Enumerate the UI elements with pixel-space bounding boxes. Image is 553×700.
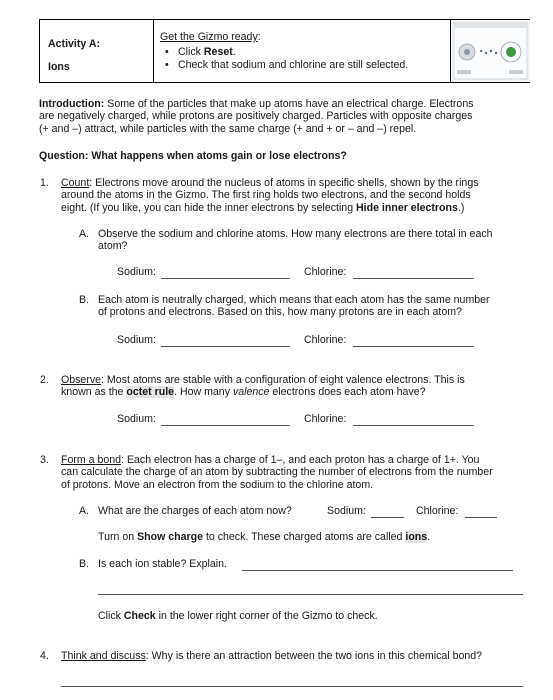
activity-header-table — [39, 19, 530, 83]
q1b-letter: B. — [79, 294, 90, 306]
activity-topic: Ions — [48, 61, 70, 73]
q2-text: Observe: Most atoms are stable with a configuration of eight valence electrons. This is known as the octet rule. How many valence electrons does each atom have? — [61, 374, 465, 399]
q3b-answer-line-2[interactable] — [98, 594, 523, 595]
q3-turn-on-instruction: Turn on Show charge to check. These charged atoms are called ions. — [98, 531, 431, 543]
q3b-answer-line-1[interactable] — [242, 570, 513, 571]
gizmo-screenshot-icon — [451, 20, 530, 82]
q4-text: Think and discuss: Why is there an attraction between the two ions in this chemical bond? — [61, 650, 483, 662]
q3a-letter: A. — [79, 505, 90, 517]
q1b-chlorine-label: Chlorine: — [304, 334, 347, 346]
q3a-chlorine-answer-line[interactable] — [465, 517, 497, 518]
q1a-chlorine-label: Chlorine: — [304, 266, 347, 278]
octet-rule-term: octet rule — [126, 386, 175, 399]
q1-text: Count: Electrons move around the nucleus of atoms in specific shells, shown by the rings around the atoms in the Gizmo. The first ring holds two electrons, and the second holds eight. (If you like, you can hide the inner electrons by selecting Hide inner electrons.) — [61, 177, 479, 214]
q1-number: 1. — [40, 177, 49, 189]
q1b-sodium-label: Sodium: — [117, 334, 156, 346]
q2-title: Observe — [61, 374, 102, 386]
q3a-sodium-answer-line[interactable] — [371, 517, 404, 518]
q1a-chlorine-answer-line[interactable] — [353, 278, 474, 279]
q1a-sodium-answer-line[interactable] — [161, 278, 290, 279]
q1b-text: Each atom is neutrally charged, which means that each atom has the same number of protons and electrons. Based on this, how many protons are in each atom? — [98, 294, 490, 319]
q1a-text: Observe the sodium and chlorine atoms. How many electrons are there total in each atom? — [98, 228, 493, 253]
q3b-letter: B. — [79, 558, 90, 570]
question-heading: Question: What happens when atoms gain or lose electrons? — [39, 150, 347, 162]
q3a-chlorine-label: Chlorine: — [416, 505, 459, 517]
q3-text: Form a bond: Each electron has a charge of 1–, and each proton has a charge of 1+. You can calculate the charge of an atom by subtracting the number of electrons from the number of protons. Move an electron from the sodium to the chlorine atom. — [61, 454, 493, 491]
gizmo-thumbnail — [450, 20, 530, 82]
gizmo-ready-cell: Get the Gizmo ready: • Click Reset. • Check that sodium and chlorine are still selected. — [160, 31, 408, 72]
q4-number: 4. — [40, 650, 49, 662]
q3-title: Form a bond — [61, 454, 122, 466]
introduction: Introduction: Some of the particles that make up atoms have an electrical charge. Electrons are negatively charged, while protons are positively charged. Particles with opposite charges (+ and –) attract, while particles with the same charge (+ and + or – and –) repel. — [39, 98, 474, 135]
q4-answer-line[interactable] — [61, 686, 523, 687]
q1a-letter: A. — [79, 228, 90, 240]
q3-number: 3. — [40, 454, 49, 466]
q2-sodium-label: Sodium: — [117, 413, 156, 425]
activity-cell — [40, 20, 154, 82]
activity-label: Activity A: — [48, 38, 100, 50]
q2-chlorine-label: Chlorine: — [304, 413, 347, 425]
ions-term: ions — [405, 531, 428, 543]
q2-number: 2. — [40, 374, 49, 386]
intro-label: Introduction: — [39, 98, 105, 110]
bullet-check-selected: • Check that sodium and chlorine are still selected. — [160, 59, 408, 72]
q3a-text: What are the charges of each atom now? — [98, 505, 292, 517]
q2-chlorine-answer-line[interactable] — [353, 425, 474, 426]
q2-sodium-answer-line[interactable] — [161, 425, 290, 426]
q1b-chlorine-answer-line[interactable] — [353, 346, 474, 347]
q1a-sodium-label: Sodium: — [117, 266, 156, 278]
q3a-sodium-label: Sodium: — [327, 505, 366, 517]
q4-title: Think and discuss — [61, 650, 146, 662]
q3-click-check-instruction: Click Check in the lower right corner of the Gizmo to check. — [98, 610, 378, 622]
q3b-text: Is each ion stable? Explain. — [98, 558, 227, 570]
bullet-reset: • Click Reset. — [160, 46, 408, 59]
gizmo-ready-title: Get the Gizmo ready — [160, 31, 258, 43]
q1-title: Count — [61, 177, 90, 189]
q1b-sodium-answer-line[interactable] — [161, 346, 290, 347]
